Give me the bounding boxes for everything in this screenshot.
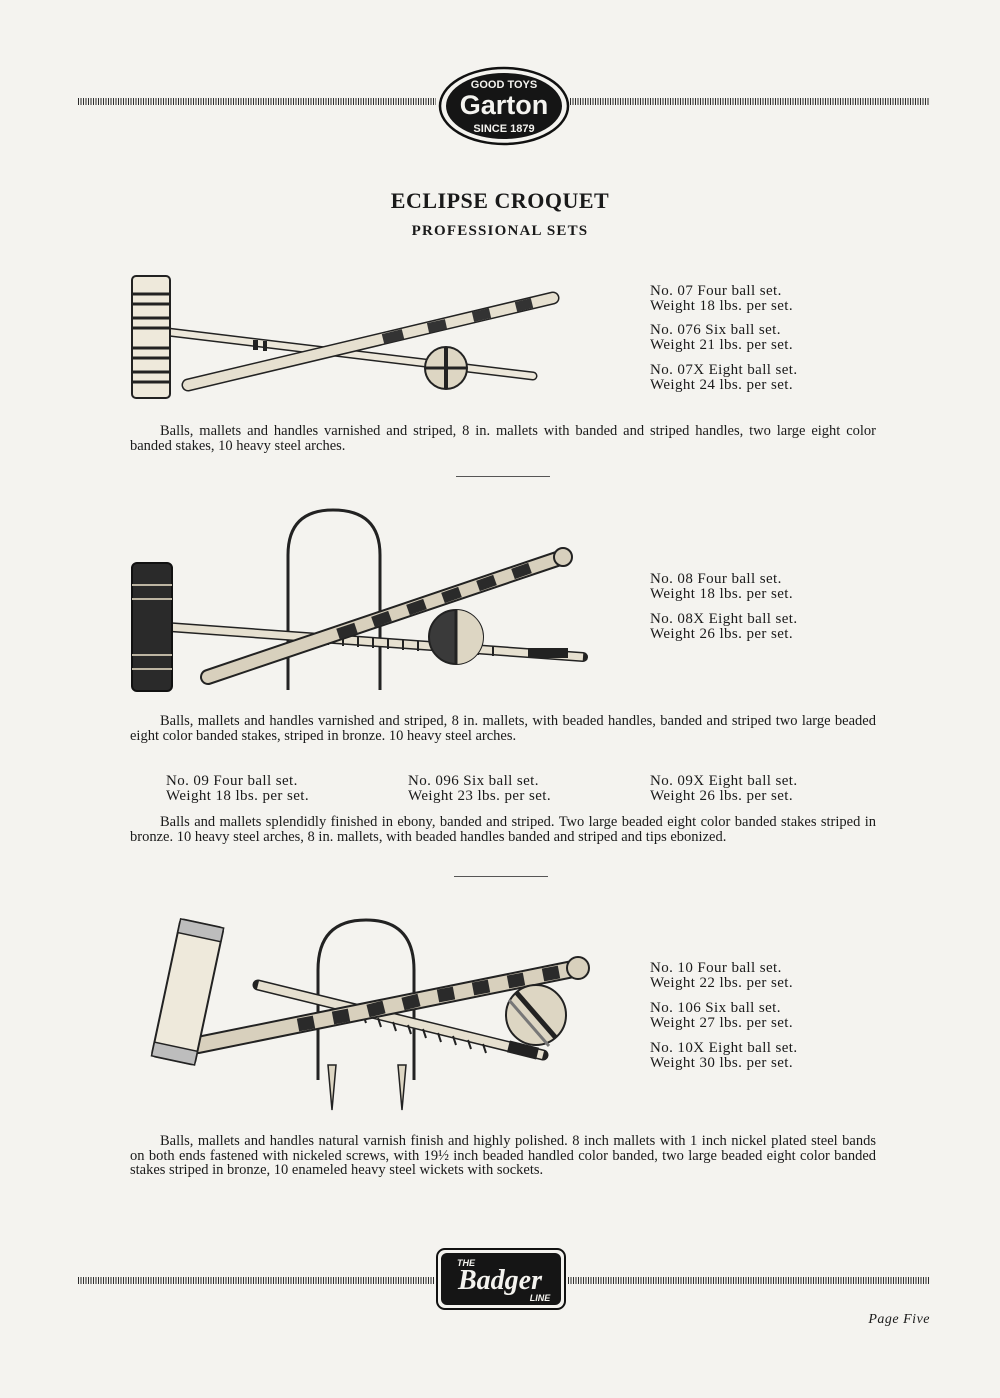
description-08-text: Balls, mallets and handles varnished and striped, 8 in. mallets, with beaded handles, banded and striped two large beaded eight color banded stakes, striped in bronze. 10 heavy steel arches. xyxy=(130,713,876,744)
croquet-set-08-illustration xyxy=(128,505,593,695)
description-10 xyxy=(130,1134,876,1178)
spec-076 xyxy=(650,323,793,353)
spec-106-weight: Weight 27 lbs. per set. xyxy=(650,1015,793,1031)
spec-08x xyxy=(650,612,798,642)
logo-top-text: GOOD TOYS xyxy=(470,79,538,91)
header-rule-left xyxy=(78,98,436,105)
spec-07 xyxy=(650,284,793,314)
badger-line-logo xyxy=(436,1248,566,1310)
logo-bottom-text: SINCE 1879 xyxy=(473,123,535,135)
header-rule-right xyxy=(570,98,930,105)
spec-10x-weight: Weight 30 lbs. per set. xyxy=(650,1055,793,1071)
description-07-text: Balls, mallets and handles varnished and striped, 8 in. mallets with banded and striped handles, two large eight color banded stakes, 10 heavy steel arches. xyxy=(130,423,876,454)
spec-096-number: No. 096 Six ball set. xyxy=(408,773,539,789)
divider-1 xyxy=(456,476,550,477)
croquet-set-07-illustration xyxy=(128,270,568,405)
spec-09x xyxy=(650,774,798,804)
description-07 xyxy=(130,424,876,453)
garton-logo xyxy=(438,66,570,146)
spec-07x xyxy=(650,363,798,393)
logo-the-text: THE xyxy=(457,1258,475,1268)
footer-rule-right xyxy=(568,1277,930,1284)
logo-brand-text: Garton xyxy=(459,90,549,120)
page-title: ECLIPSE CROQUET xyxy=(390,188,610,213)
spec-08 xyxy=(650,572,793,602)
spec-10x-number: No. 10X Eight ball set. xyxy=(650,1040,798,1056)
spec-10-number: No. 10 Four ball set. xyxy=(650,960,782,976)
spec-10 xyxy=(650,961,793,991)
spec-08x-number: No. 08X Eight ball set. xyxy=(650,611,798,627)
spec-09-weight: Weight 18 lbs. per set. xyxy=(166,788,309,804)
description-09-text: Balls and mallets splendidly finished in ebony, banded and striped. Two large beaded eight color banded stakes striped in bronze. 10 heavy steel arches, 8 in. mallets, with beaded handles banded and striped and tips ebonized. xyxy=(130,814,876,845)
spec-10-weight: Weight 22 lbs. per set. xyxy=(650,975,793,991)
spec-08-weight: Weight 18 lbs. per set. xyxy=(650,586,793,602)
spec-07x-weight: Weight 24 lbs. per set. xyxy=(650,377,793,393)
spec-07-weight: Weight 18 lbs. per set. xyxy=(650,298,793,314)
divider-2 xyxy=(454,876,548,877)
logo-badger-text: Badger xyxy=(458,1265,542,1296)
croquet-set-10-illustration xyxy=(128,910,598,1120)
spec-07-number: No. 07 Four ball set. xyxy=(650,283,782,299)
spec-09x-number: No. 09X Eight ball set. xyxy=(650,773,798,789)
spec-096-weight: Weight 23 lbs. per set. xyxy=(408,788,551,804)
logo-line-text: LINE xyxy=(529,1293,551,1303)
page-subtitle: PROFESSIONAL SETS xyxy=(411,223,589,239)
footer-rule-left xyxy=(78,1277,434,1284)
spec-076-weight: Weight 21 lbs. per set. xyxy=(650,337,793,353)
page-number: Page Five xyxy=(868,1312,930,1327)
description-10-text: Balls, mallets and handles natural varnish finish and highly polished. 8 inch mallets with 1 inch nickel plated steel bands on both ends fastened with nickeled screws, with 19½ inch beaded handled color banded, two large beaded eight color banded stakes striped in bronze, 10 enameled heavy steel wickets with sockets. xyxy=(130,1133,876,1178)
spec-08-number: No. 08 Four ball set. xyxy=(650,571,782,587)
description-08 xyxy=(130,714,876,743)
spec-08x-weight: Weight 26 lbs. per set. xyxy=(650,626,793,642)
spec-096 xyxy=(408,774,551,804)
spec-09-number: No. 09 Four ball set. xyxy=(166,773,298,789)
spec-106-number: No. 106 Six ball set. xyxy=(650,1000,781,1016)
spec-076-number: No. 076 Six ball set. xyxy=(650,322,781,338)
spec-106 xyxy=(650,1001,793,1031)
spec-09 xyxy=(166,774,309,804)
spec-07x-number: No. 07X Eight ball set. xyxy=(650,362,798,378)
description-09 xyxy=(130,815,876,844)
spec-09x-weight: Weight 26 lbs. per set. xyxy=(650,788,793,804)
spec-10x xyxy=(650,1041,798,1071)
